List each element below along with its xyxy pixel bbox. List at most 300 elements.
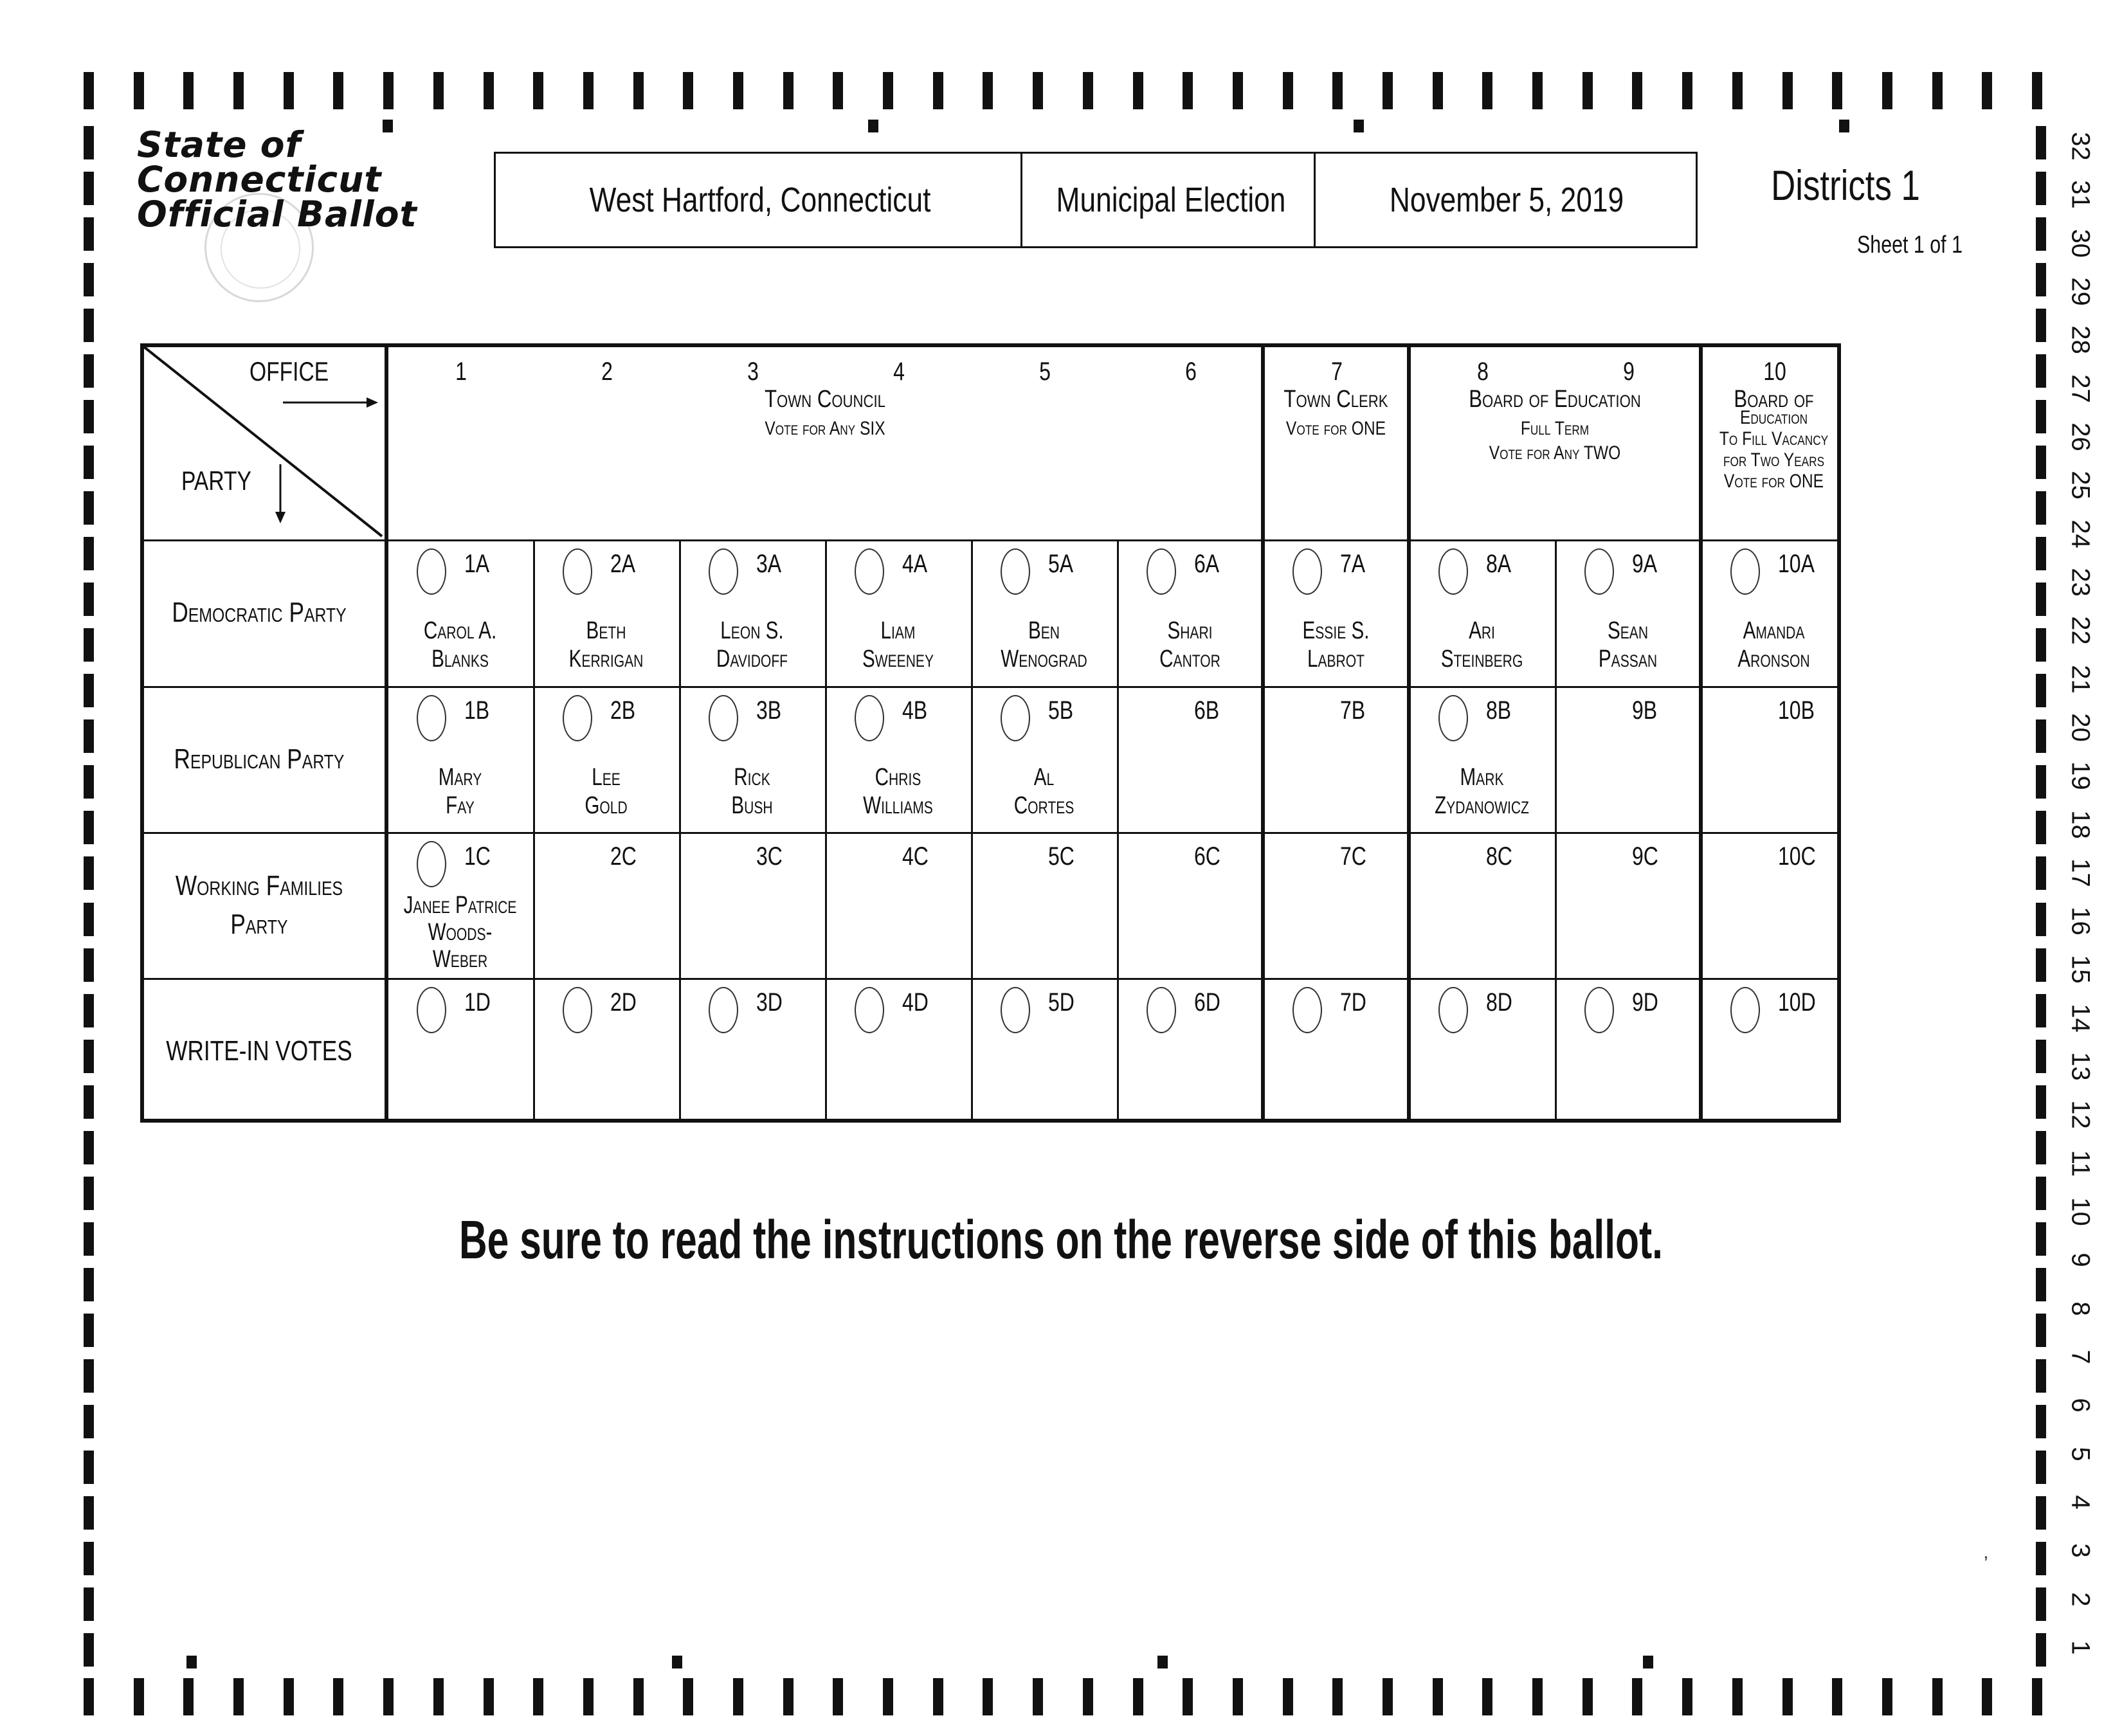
timing-mark	[1532, 1678, 1543, 1715]
timing-mark	[84, 309, 94, 342]
timing-number: 31	[2066, 180, 2095, 209]
timing-mark	[2036, 1587, 2046, 1621]
timing-mark	[672, 1656, 682, 1668]
timing-mark	[2036, 446, 2046, 479]
office-title-line: Town Clerk	[1283, 386, 1388, 413]
ballot-title	[137, 124, 446, 235]
vote-oval[interactable]	[1147, 987, 1176, 1033]
timing-mark	[484, 72, 494, 109]
timing-mark	[1882, 72, 1892, 109]
position-label: 9A	[1632, 550, 1658, 578]
timing-mark	[933, 72, 943, 109]
timing-mark	[1083, 1678, 1093, 1715]
timing-mark	[2036, 628, 2046, 662]
vote-oval[interactable]	[417, 841, 446, 887]
vote-oval[interactable]	[1147, 548, 1176, 595]
timing-number: 29	[2066, 277, 2095, 306]
timing-mark	[84, 811, 94, 844]
header-divider	[1020, 154, 1022, 246]
timing-number: 32	[2066, 132, 2095, 161]
timing-mark	[2032, 1678, 2042, 1715]
timing-mark	[134, 72, 144, 109]
timing-number: 15	[2066, 955, 2095, 984]
position-label: 10B	[1778, 696, 1815, 725]
grid-line	[1837, 343, 1841, 1123]
timing-mark	[2036, 765, 2046, 799]
timing-number: 11	[2066, 1150, 2095, 1177]
timing-mark	[1732, 1678, 1743, 1715]
timing-mark	[2036, 263, 2046, 296]
candidate-name: Cantor	[1159, 646, 1220, 673]
timing-mark	[84, 72, 94, 109]
timing-mark	[783, 72, 793, 109]
timing-mark	[2036, 1405, 2046, 1438]
timing-mark	[2036, 126, 2046, 159]
timing-mark	[84, 1222, 94, 1256]
timing-mark	[833, 1678, 843, 1715]
vote-oval[interactable]	[1730, 987, 1760, 1033]
candidate-name: Weber	[432, 946, 488, 973]
position-label: 10C	[1778, 842, 1816, 871]
timing-mark	[783, 1678, 793, 1715]
timing-mark	[1433, 72, 1443, 109]
election-header	[494, 152, 1698, 248]
timing-mark	[1233, 1678, 1243, 1715]
timing-mark	[2036, 172, 2046, 205]
position-label: 6C	[1194, 842, 1220, 871]
timing-mark	[2036, 1359, 2046, 1393]
instructions-text: Be sure to read the instructions on the reverse side of this ballot.	[459, 1209, 1663, 1270]
timing-mark	[983, 72, 993, 109]
office-title-line: Vote for ONE	[1723, 471, 1824, 492]
timing-mark	[84, 446, 94, 479]
timing-mark	[84, 1542, 94, 1575]
stray-mark: ’	[1984, 1553, 1988, 1574]
timing-mark	[84, 1314, 94, 1347]
office-title-line: for Two Years	[1723, 449, 1825, 471]
timing-mark	[1782, 1678, 1793, 1715]
column-number: 10	[1763, 357, 1786, 386]
grid-line	[140, 343, 144, 1123]
timing-mark	[84, 172, 94, 205]
grid-line	[140, 832, 1841, 834]
candidate-name: Sweeney	[862, 646, 934, 673]
position-label: 5B	[1048, 696, 1074, 725]
timing-mark	[1383, 1678, 1393, 1715]
candidate-name: Liam	[880, 617, 916, 644]
timing-mark	[84, 1359, 94, 1393]
title-line-1: State of	[137, 124, 302, 165]
timing-mark	[1183, 72, 1193, 109]
timing-number: 17	[2066, 858, 2095, 887]
timing-mark	[1532, 72, 1543, 109]
timing-mark	[1332, 1678, 1343, 1715]
vote-oval[interactable]	[855, 695, 884, 741]
grid-line	[679, 539, 681, 1123]
position-label: 8D	[1486, 988, 1512, 1017]
candidate-name: Gold	[585, 792, 628, 819]
column-number: 2	[601, 357, 613, 386]
timing-mark	[633, 1678, 644, 1715]
timing-mark	[383, 72, 394, 109]
position-label: 4A	[902, 550, 928, 578]
position-label: 8C	[1486, 842, 1512, 871]
candidate-name: Chris	[875, 764, 921, 791]
position-label: 3A	[756, 550, 782, 578]
timing-mark	[2036, 994, 2046, 1027]
timing-number: 12	[2066, 1100, 2095, 1129]
timing-mark	[284, 72, 294, 109]
vote-oval[interactable]	[563, 548, 592, 595]
candidate-name: Rick	[734, 764, 770, 791]
timing-mark	[84, 1268, 94, 1301]
position-label: 3C	[756, 842, 783, 871]
position-label: 10D	[1778, 988, 1816, 1017]
title-line-2: Connecticut	[137, 159, 382, 200]
timing-mark	[2036, 1131, 2046, 1164]
position-label: 10A	[1778, 550, 1815, 578]
timing-mark	[2036, 583, 2046, 616]
timing-mark	[2036, 1222, 2046, 1256]
candidate-name: Mark	[1460, 764, 1504, 791]
timing-mark	[84, 994, 94, 1027]
timing-mark	[1233, 72, 1243, 109]
vote-oval[interactable]	[1438, 548, 1468, 595]
vote-oval[interactable]	[1001, 695, 1030, 741]
timing-mark	[633, 72, 644, 109]
candidate-name: Leon S.	[720, 617, 784, 644]
timing-number: 4	[2066, 1495, 2095, 1510]
candidate-name: Amanda	[1743, 617, 1805, 644]
timing-mark	[84, 1587, 94, 1621]
vote-oval[interactable]	[709, 987, 738, 1033]
timing-mark	[583, 72, 594, 109]
position-label: 8A	[1486, 550, 1512, 578]
candidate-name: Labrot	[1307, 646, 1365, 673]
timing-mark	[2036, 1633, 2046, 1667]
timing-number: 6	[2066, 1398, 2095, 1413]
office-title-line: Vote for ONE	[1285, 418, 1386, 439]
timing-mark	[2036, 400, 2046, 433]
column-number: 9	[1622, 357, 1635, 386]
candidate-name: Janee Patrice	[403, 892, 517, 919]
office-title-line: Vote for Any TWO	[1489, 442, 1621, 464]
timing-mark	[84, 537, 94, 570]
timing-mark	[1433, 1678, 1443, 1715]
timing-mark	[186, 1656, 197, 1668]
timing-mark	[1932, 1678, 1943, 1715]
position-label: 1A	[464, 550, 490, 578]
timing-mark	[1632, 1678, 1642, 1715]
vote-oval[interactable]	[563, 695, 592, 741]
timing-mark	[84, 1678, 94, 1715]
timing-mark	[84, 400, 94, 433]
position-label: 6A	[1194, 550, 1220, 578]
candidate-name: Fay	[446, 792, 475, 819]
candidate-name: Sean	[1607, 617, 1649, 644]
timing-mark	[2036, 1177, 2046, 1210]
timing-number: 19	[2066, 761, 2095, 790]
grid-line	[1117, 539, 1119, 1123]
timing-mark	[1033, 1678, 1043, 1715]
grid-line	[140, 686, 1841, 688]
candidate-name: Bush	[731, 792, 773, 819]
timing-mark	[2036, 1496, 2046, 1530]
timing-number: 16	[2066, 907, 2095, 936]
timing-mark	[333, 72, 343, 109]
office-title-line: Board of Education	[1469, 386, 1641, 413]
grid-line	[1407, 343, 1411, 1123]
candidate-name: Al	[1033, 764, 1055, 791]
timing-mark	[2036, 856, 2046, 890]
vote-oval[interactable]	[563, 987, 592, 1033]
timing-mark	[84, 948, 94, 982]
position-label: 2B	[610, 696, 636, 725]
grid-line	[140, 978, 1841, 980]
candidate-name: Williams	[863, 792, 933, 819]
timing-mark	[1582, 72, 1593, 109]
vote-oval[interactable]	[1292, 987, 1322, 1033]
candidate-name: Essie S.	[1302, 617, 1370, 644]
candidate-name: Wenograd	[1001, 646, 1087, 673]
vote-oval[interactable]	[1001, 987, 1030, 1033]
office-header-label: OFFICE	[249, 356, 329, 386]
timing-mark	[2036, 1314, 2046, 1347]
candidate-name: Cortes	[1013, 792, 1075, 819]
candidate-name: Ari	[1469, 617, 1495, 644]
office-title-line: Education	[1739, 407, 1808, 428]
timing-mark	[183, 1678, 194, 1715]
instructions-note	[0, 1209, 2122, 1271]
timing-number: 20	[2066, 713, 2095, 742]
timing-mark	[84, 674, 94, 707]
timing-mark	[333, 1678, 343, 1715]
timing-mark	[2036, 948, 2046, 982]
timing-mark	[533, 72, 543, 109]
timing-mark	[84, 903, 94, 936]
grid-line	[1555, 539, 1557, 1123]
candidate-name: Passan	[1598, 646, 1658, 673]
timing-mark	[1932, 72, 1943, 109]
vote-oval[interactable]	[1584, 548, 1614, 595]
grid-line	[140, 1119, 1841, 1123]
column-number: 7	[1330, 357, 1343, 386]
timing-mark	[2036, 1040, 2046, 1073]
timing-mark	[183, 72, 194, 109]
timing-mark	[383, 120, 393, 132]
timing-mark	[2036, 309, 2046, 342]
grid-line	[971, 539, 973, 1123]
timing-mark	[134, 1678, 144, 1715]
timing-mark	[2036, 1268, 2046, 1301]
column-number: 4	[893, 357, 905, 386]
timing-mark	[433, 1678, 444, 1715]
vote-oval[interactable]	[417, 987, 446, 1033]
timing-mark	[84, 217, 94, 251]
timing-mark	[2036, 354, 2046, 388]
timing-number: 10	[2066, 1197, 2095, 1226]
timing-number: 25	[2066, 471, 2095, 500]
vote-oval[interactable]	[417, 695, 446, 741]
party-name: Party	[230, 908, 288, 940]
timing-number: 23	[2066, 568, 2095, 597]
position-label: 8B	[1486, 696, 1512, 725]
timing-mark	[1982, 1678, 1992, 1715]
timing-mark	[1732, 72, 1743, 109]
vote-oval[interactable]	[709, 548, 738, 595]
column-number: 5	[1038, 357, 1051, 386]
position-label: 2D	[610, 988, 637, 1017]
ballot-grid	[140, 343, 1841, 1123]
timing-mark	[383, 1678, 394, 1715]
timing-mark	[1482, 72, 1492, 109]
timing-number: 28	[2066, 325, 2095, 354]
timing-mark	[1133, 72, 1143, 109]
vote-oval[interactable]	[417, 548, 446, 595]
position-label: 7A	[1340, 550, 1366, 578]
timing-mark	[84, 1131, 94, 1164]
vote-oval[interactable]	[709, 695, 738, 741]
grid-line	[385, 343, 388, 1123]
position-label: 7B	[1340, 696, 1366, 725]
timing-number: 1	[2066, 1640, 2095, 1655]
position-label: 7C	[1340, 842, 1366, 871]
office-title-line: Board of	[1734, 386, 1814, 413]
timing-number: 24	[2066, 520, 2095, 548]
column-number: 3	[747, 357, 759, 386]
timing-mark	[84, 1040, 94, 1073]
timing-mark	[84, 1633, 94, 1667]
timing-mark	[84, 491, 94, 525]
column-number: 6	[1184, 357, 1197, 386]
timing-mark	[1582, 1678, 1593, 1715]
timing-mark	[484, 1678, 494, 1715]
timing-mark	[2036, 1451, 2046, 1484]
timing-mark	[1183, 1678, 1193, 1715]
timing-number: 9	[2066, 1252, 2095, 1267]
position-label: 9C	[1632, 842, 1658, 871]
candidate-name: Lee	[592, 764, 621, 791]
position-label: 2C	[610, 842, 637, 871]
timing-number: 22	[2066, 616, 2095, 645]
timing-number: 14	[2066, 1004, 2095, 1033]
position-label: 1B	[464, 696, 490, 725]
candidate-name: Aronson	[1737, 646, 1810, 673]
position-label: 4D	[902, 988, 929, 1017]
position-label: 5D	[1048, 988, 1075, 1017]
timing-mark	[1283, 1678, 1293, 1715]
office-title-line: Vote for Any SIX	[765, 418, 885, 439]
timing-mark	[2036, 491, 2046, 525]
candidate-name: Carol A.	[423, 617, 497, 644]
timing-mark	[868, 120, 878, 132]
position-label: 5A	[1048, 550, 1074, 578]
timing-mark	[1832, 1678, 1842, 1715]
timing-mark	[733, 1678, 743, 1715]
candidate-name: Davidoff	[716, 646, 788, 673]
timing-mark	[883, 1678, 893, 1715]
timing-number: 13	[2066, 1052, 2095, 1081]
grid-line	[825, 539, 827, 1123]
vote-oval[interactable]	[1584, 987, 1614, 1033]
office-title-line: Town Council	[765, 386, 885, 413]
vote-oval[interactable]	[1438, 987, 1468, 1033]
timing-mark	[983, 1678, 993, 1715]
timing-mark	[233, 72, 244, 109]
timing-mark	[84, 856, 94, 890]
position-label: 9B	[1632, 696, 1658, 725]
position-label: 4B	[902, 696, 928, 725]
timing-mark	[1283, 72, 1293, 109]
districts-label: Districts 1	[1771, 161, 1920, 209]
position-label: 3B	[756, 696, 782, 725]
timing-number: 8	[2066, 1301, 2095, 1316]
party-name: Working Families	[175, 869, 343, 901]
timing-mark	[1033, 72, 1043, 109]
position-label: 6B	[1194, 696, 1220, 725]
office-title-line: Full Term	[1520, 418, 1590, 439]
timing-mark	[2036, 1085, 2046, 1119]
vote-oval[interactable]	[1292, 548, 1322, 595]
timing-number: 18	[2066, 810, 2095, 839]
position-label: 7D	[1340, 988, 1366, 1017]
position-label: 1D	[464, 988, 491, 1017]
office-title-line: To Fill Vacancy	[1719, 428, 1829, 449]
timing-mark	[84, 628, 94, 662]
timing-mark	[1157, 1656, 1168, 1668]
vote-oval[interactable]	[855, 987, 884, 1033]
vote-oval[interactable]	[855, 548, 884, 595]
position-label: 2A	[610, 550, 636, 578]
vote-oval[interactable]	[1438, 695, 1468, 741]
timing-mark	[84, 1405, 94, 1438]
grid-line	[1261, 343, 1265, 1123]
timing-mark	[84, 263, 94, 296]
timing-mark	[583, 1678, 594, 1715]
timing-mark	[883, 72, 893, 109]
timing-mark	[84, 583, 94, 616]
timing-mark	[84, 719, 94, 753]
position-label: 4C	[902, 842, 929, 871]
candidate-name: Woods-	[428, 919, 493, 946]
timing-mark	[933, 1678, 943, 1715]
timing-mark	[2036, 537, 2046, 570]
party-name: WRITE-IN VOTES	[166, 1035, 352, 1067]
candidate-name: Steinberg	[1440, 646, 1523, 673]
timing-mark	[1332, 72, 1343, 109]
timing-mark	[1882, 1678, 1892, 1715]
timing-mark	[84, 354, 94, 388]
sheet-label: Sheet 1 of 1	[1857, 231, 1963, 258]
election-date: November 5, 2019	[1389, 181, 1624, 219]
vote-oval[interactable]	[1001, 548, 1030, 595]
vote-oval[interactable]	[1730, 548, 1760, 595]
timing-number: 30	[2066, 229, 2095, 258]
timing-mark	[1839, 120, 1849, 132]
candidate-name: Shari	[1167, 617, 1213, 644]
grid-line	[140, 343, 1841, 347]
timing-number: 2	[2066, 1592, 2095, 1607]
timing-mark	[284, 1678, 294, 1715]
timing-mark	[2036, 674, 2046, 707]
timing-number: 5	[2066, 1447, 2095, 1461]
town-name: West Hartford, Connecticut	[589, 181, 931, 219]
timing-mark	[2032, 72, 2042, 109]
position-label: 6D	[1194, 988, 1220, 1017]
timing-mark	[84, 1496, 94, 1530]
timing-mark	[84, 1177, 94, 1210]
position-label: 9D	[1632, 988, 1658, 1017]
